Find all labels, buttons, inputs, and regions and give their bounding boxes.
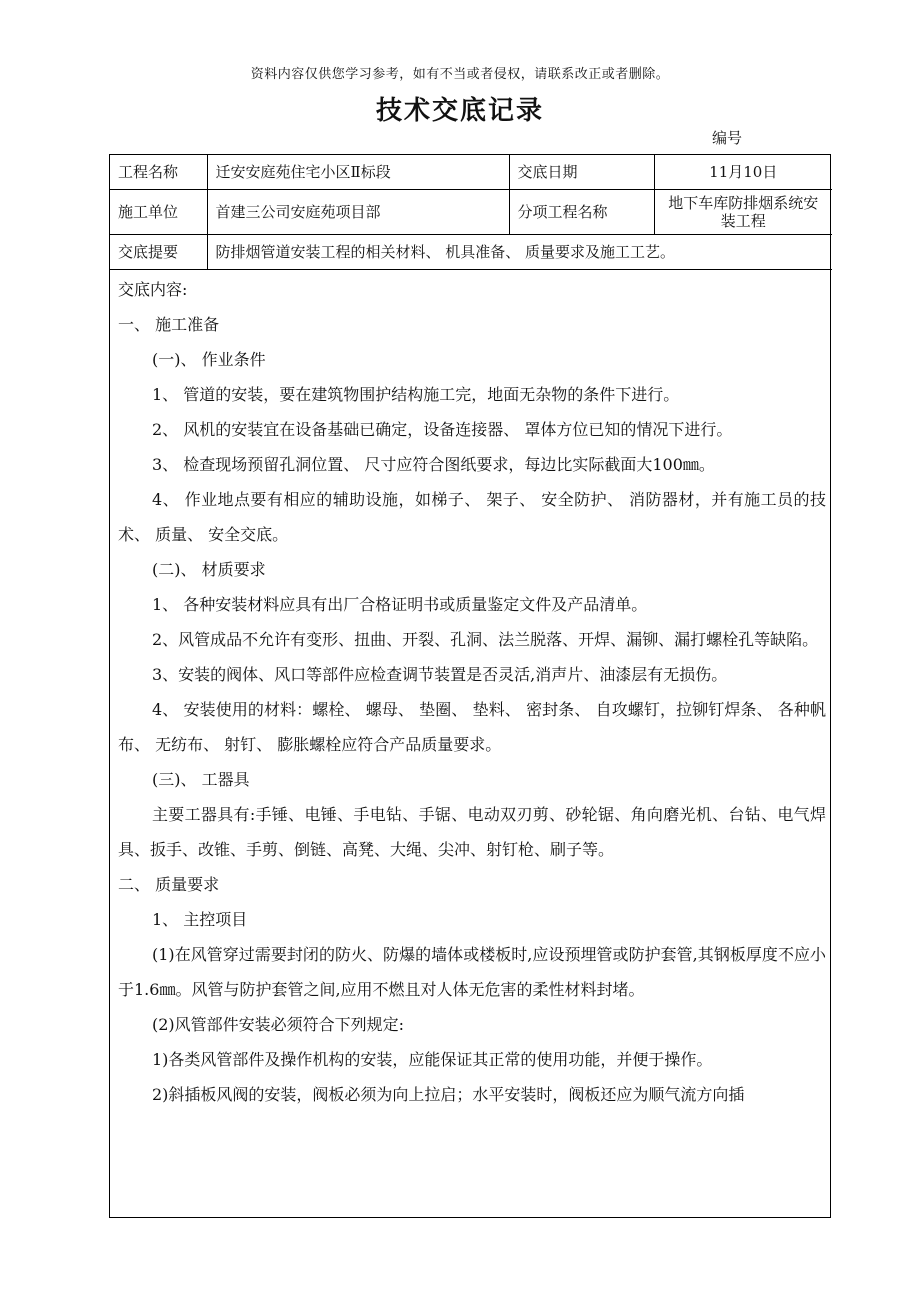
record-sheet — [109, 154, 831, 1218]
unit-value: 首建三公司安庭苑项目部 — [207, 190, 509, 235]
header-table — [110, 155, 832, 270]
paragraph: 2)斜插板风阀的安装，阀板必须为向上拉启；水平安装时，阀板还应为顺气流方向插 — [152, 1085, 745, 1104]
subsection-heading: (三)、 工器具 — [152, 770, 250, 789]
list-item: 1、 主控项目 — [152, 910, 248, 929]
content-body — [110, 270, 830, 1112]
list-item: 2、 风机的安装宜在设备基础已确定，设备连接器、 罩体方位已知的情况下进行。 — [152, 420, 733, 439]
list-item: 4、 作业地点要有相应的辅助设施，如梯子、 架子、 安全防护、 消防器材，并有施工员的技术、 质量、 安全交底。 — [118, 490, 826, 544]
subproject-value: 地下车库防排烟系统安装工程 — [654, 190, 832, 235]
table-row — [110, 235, 832, 270]
list-item: 3、 检查现场预留孔洞位置、 尺寸应符合图纸要求，每边比实际截面大100㎜。 — [152, 455, 715, 474]
paragraph: (1)在风管穿过需要封闭的防火、防爆的墙体或楼板时,应设预埋管或防护套管,其钢板厚度不应小于1.6㎜。风管与防护套管之间,应用不燃且对人体无危害的柔性材料封堵。 — [118, 945, 826, 999]
paragraph: (2)风管部件安装必须符合下列规定: — [152, 1015, 405, 1034]
list-item: 3、安装的阀体、风口等部件应检查调节装置是否灵活,消声片、油漆层有无损伤。 — [152, 665, 728, 684]
unit-label: 施工单位 — [110, 190, 207, 235]
subproject-label: 分项工程名称 — [509, 190, 654, 235]
serial-number-label: 编号 — [712, 129, 743, 147]
list-item: 4、 安装使用的材料：螺栓、 螺母、 垫圈、 垫料、 密封条、 自攻螺钉，拉铆钉焊条、 各种帆布、 无纺布、 射钉、 膨胀螺栓应符合产品质量要求。 — [118, 700, 826, 754]
list-item: 1、 管道的安装，要在建筑物围护结构施工完，地面无杂物的条件下进行。 — [152, 385, 680, 404]
section-heading: 一、 施工准备 — [118, 315, 220, 334]
date-value: 11月10日 — [654, 155, 832, 190]
list-item: 1、 各种安装材料应具有出厂合格证明书或质量鉴定文件及产品清单。 — [152, 595, 648, 614]
list-item: 2、风管成品不允许有变形、扭曲、开裂、孔洞、法兰脱落、开焊、漏铆、漏打螺栓孔等缺陷。 — [152, 630, 819, 649]
table-row — [110, 155, 832, 190]
date-label: 交底日期 — [509, 155, 654, 190]
table-row — [110, 190, 832, 235]
project-name-value: 迁安安庭苑住宅小区Ⅱ标段 — [207, 155, 509, 190]
tools-paragraph: 主要工器具有:手锤、电锤、手电钻、手锯、电动双刃剪、砂轮锯、角向磨光机、台钻、电气焊具、扳手、改锥、手剪、倒链、高凳、大绳、尖冲、射钉枪、刷子等。 — [118, 805, 826, 859]
summary-value: 防排烟管道安装工程的相关材料、 机具准备、 质量要求及施工工艺。 — [207, 235, 832, 270]
disclaimer-notice: 资料内容仅供您学习参考，如有不当或者侵权，请联系改正或者删除。 — [250, 67, 670, 82]
subsection-heading: (一)、 作业条件 — [152, 350, 266, 369]
section-heading: 二、 质量要求 — [118, 875, 220, 894]
project-name-label: 工程名称 — [110, 155, 207, 190]
summary-label: 交底提要 — [110, 235, 207, 270]
paragraph: 1)各类风管部件及操作机构的安装，应能保证其正常的使用功能，并便于操作。 — [152, 1050, 713, 1069]
content-heading: 交底内容: — [118, 280, 188, 299]
page-title: 技术交底记录 — [375, 96, 544, 126]
subsection-heading: (二)、 材质要求 — [152, 560, 266, 579]
